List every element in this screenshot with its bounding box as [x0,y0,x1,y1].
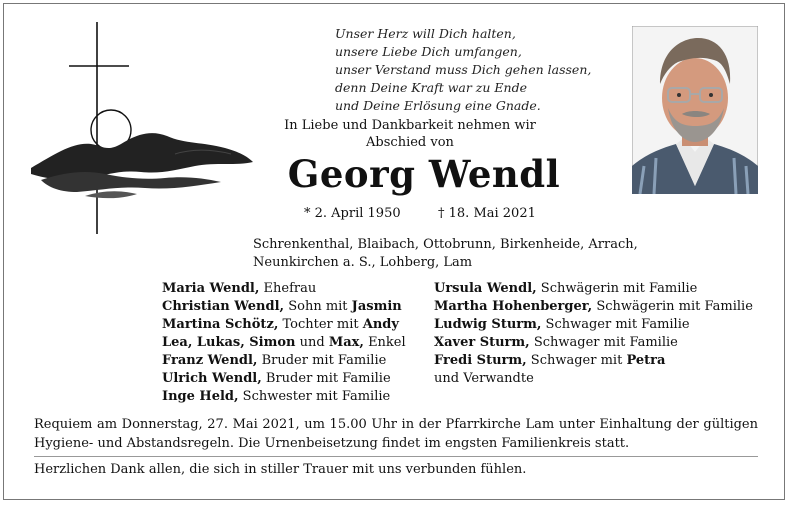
mourner-name: Martha Hohenberger, [434,299,593,314]
mourner-relation: und Verwandte [434,371,534,386]
mourner-name: Andy [362,317,399,332]
mourner-relation: Enkel [363,335,406,350]
mourner-relation: Schwager mit Familie [541,317,690,332]
mourner-name: Max, [328,335,364,350]
cross-sunset-icon [25,22,255,237]
mourners-left-column [162,280,422,406]
poem-line: unser Verstand muss Dich gehen lassen, [335,62,592,77]
mourner-name: Ludwig Sturm, [434,317,542,332]
mourner-line [434,352,774,370]
mourner-line [162,388,422,406]
mourner-name: Fredi Sturm, [434,353,527,368]
mourner-relation: Tochter mit [278,317,363,332]
requiem-text: Requiem am Donnerstag, 27. Mai 2021, um 15.00 Uhr in der Pfarrkirche Lam unter Einhaltung der gültigen Hygiene- und Abstandsregeln. Die Urnenbeisetzung findet im engsten Familienkreis statt. [34,417,758,451]
deceased-name: Georg Wendl [287,152,561,196]
places-line: Neunkirchen a. S., Lohberg, Lam [253,255,473,270]
mourner-relation: Schwägerin mit Familie [592,299,753,314]
mourner-line [434,334,774,352]
portrait-photo [632,26,758,194]
mourner-name: Jasmin [351,299,402,314]
mourner-relation: Ehefrau [259,281,317,296]
mourner-name: Inge Held, [162,389,239,404]
mourner-line [162,334,422,352]
poem-line: Unser Herz will Dich halten, [335,26,516,41]
mourner-name: Martina Schötz, [162,317,279,332]
mourner-relation: Schwager mit Familie [529,335,678,350]
birth-date: * 2. April 1950 [304,206,401,221]
mourner-name: Maria Wendl, [162,281,260,296]
thanks-text: Herzlichen Dank allen, die sich in stiller Trauer mit uns verbunden fühlen. [34,462,527,477]
mourner-relation: Bruder mit Familie [257,353,387,368]
mourner-line [162,370,422,388]
mourner-relation: Schwägerin mit Familie [536,281,698,296]
mourner-relation: Bruder mit Familie [261,371,391,386]
intro-text [250,117,570,151]
mourner-name: Petra [626,353,666,368]
places-line: Schrenkenthal, Blaibach, Ottobrunn, Birkenheide, Arrach, [253,237,638,252]
mourner-line [434,280,774,298]
mourner-name: Franz Wendl, [162,353,258,368]
poem [335,25,625,115]
mourner-line [434,298,774,316]
poem-line: unsere Liebe Dich umfangen, [335,44,522,59]
mourner-relation: Sohn mit [284,299,352,314]
mourner-line [434,370,774,388]
mourner-line [162,352,422,370]
mourner-name: Xaver Sturm, [434,335,530,350]
mourner-name: Ulrich Wendl, [162,371,262,386]
mourners-right-column [434,280,774,388]
mourner-relation: Schwager mit [526,353,627,368]
death-date: † 18. Mai 2021 [438,206,536,221]
places-list [253,236,723,272]
mourner-relation: Schwester mit Familie [238,389,391,404]
mourner-line [434,316,774,334]
divider [34,456,758,457]
mourner-name: Lea, Lukas, Simon [162,335,296,350]
mourner-relation: und [295,335,329,350]
poem-line: denn Deine Kraft war zu Ende [335,80,527,95]
intro-line: Abschied von [366,135,454,150]
mourner-line [162,280,422,298]
intro-line: In Liebe und Dankbarkeit nehmen wir [284,118,536,133]
mourner-name: Christian Wendl, [162,299,285,314]
mourner-line [162,298,422,316]
poem-line: und Deine Erlösung eine Gnade. [335,98,541,113]
mourner-name: Ursula Wendl, [434,281,537,296]
mourner-line [162,316,422,334]
